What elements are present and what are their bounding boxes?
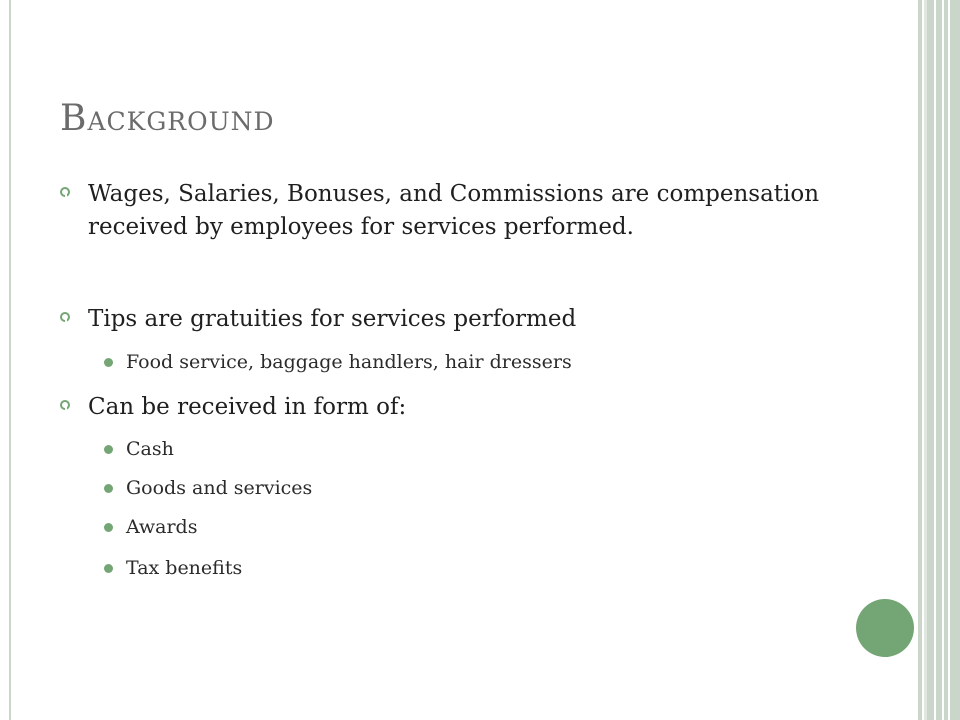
bullet-marker-icon <box>60 187 70 197</box>
bullet-marker-icon <box>60 312 70 322</box>
decorative-stripe <box>944 0 948 720</box>
sub-bullet-item <box>104 476 804 500</box>
bullet-text: Tips are gratuities for services performed <box>88 306 577 332</box>
sub-bullet-dot-icon <box>104 523 113 532</box>
sub-bullet-text: Goods and services <box>126 477 313 499</box>
sub-bullet-item <box>104 556 804 580</box>
sub-bullet-text: Awards <box>126 516 198 538</box>
sub-bullet-dot-icon <box>104 445 113 454</box>
decorative-stripe <box>918 0 922 720</box>
bullet-item <box>60 391 820 424</box>
bullet-text: Can be received in form of: <box>88 394 407 420</box>
sub-bullet-item <box>104 437 804 461</box>
sub-bullet-text: Food service, baggage handlers, hair dressers <box>126 351 572 373</box>
sub-bullet-text: Cash <box>126 438 174 460</box>
accent-circle <box>856 599 914 657</box>
sub-bullet-item <box>104 515 804 539</box>
sub-bullet-dot-icon <box>104 484 113 493</box>
bullet-item <box>60 303 820 336</box>
bullet-text: Wages, Salaries, Bonuses, and Commissions are compensation received by employees for services performed. <box>88 181 820 240</box>
sub-bullet-item <box>104 350 804 374</box>
decorative-stripe <box>936 0 942 720</box>
bullet-marker-icon <box>60 400 70 410</box>
bullet-item <box>60 178 820 244</box>
left-frame-line <box>9 0 11 720</box>
decorative-stripe <box>950 0 960 720</box>
sub-bullet-text: Tax benefits <box>126 557 243 579</box>
sub-bullet-dot-icon <box>104 358 113 367</box>
decorative-stripe <box>927 0 934 720</box>
slide-title: Background <box>60 98 275 139</box>
sub-bullet-dot-icon <box>104 564 113 573</box>
